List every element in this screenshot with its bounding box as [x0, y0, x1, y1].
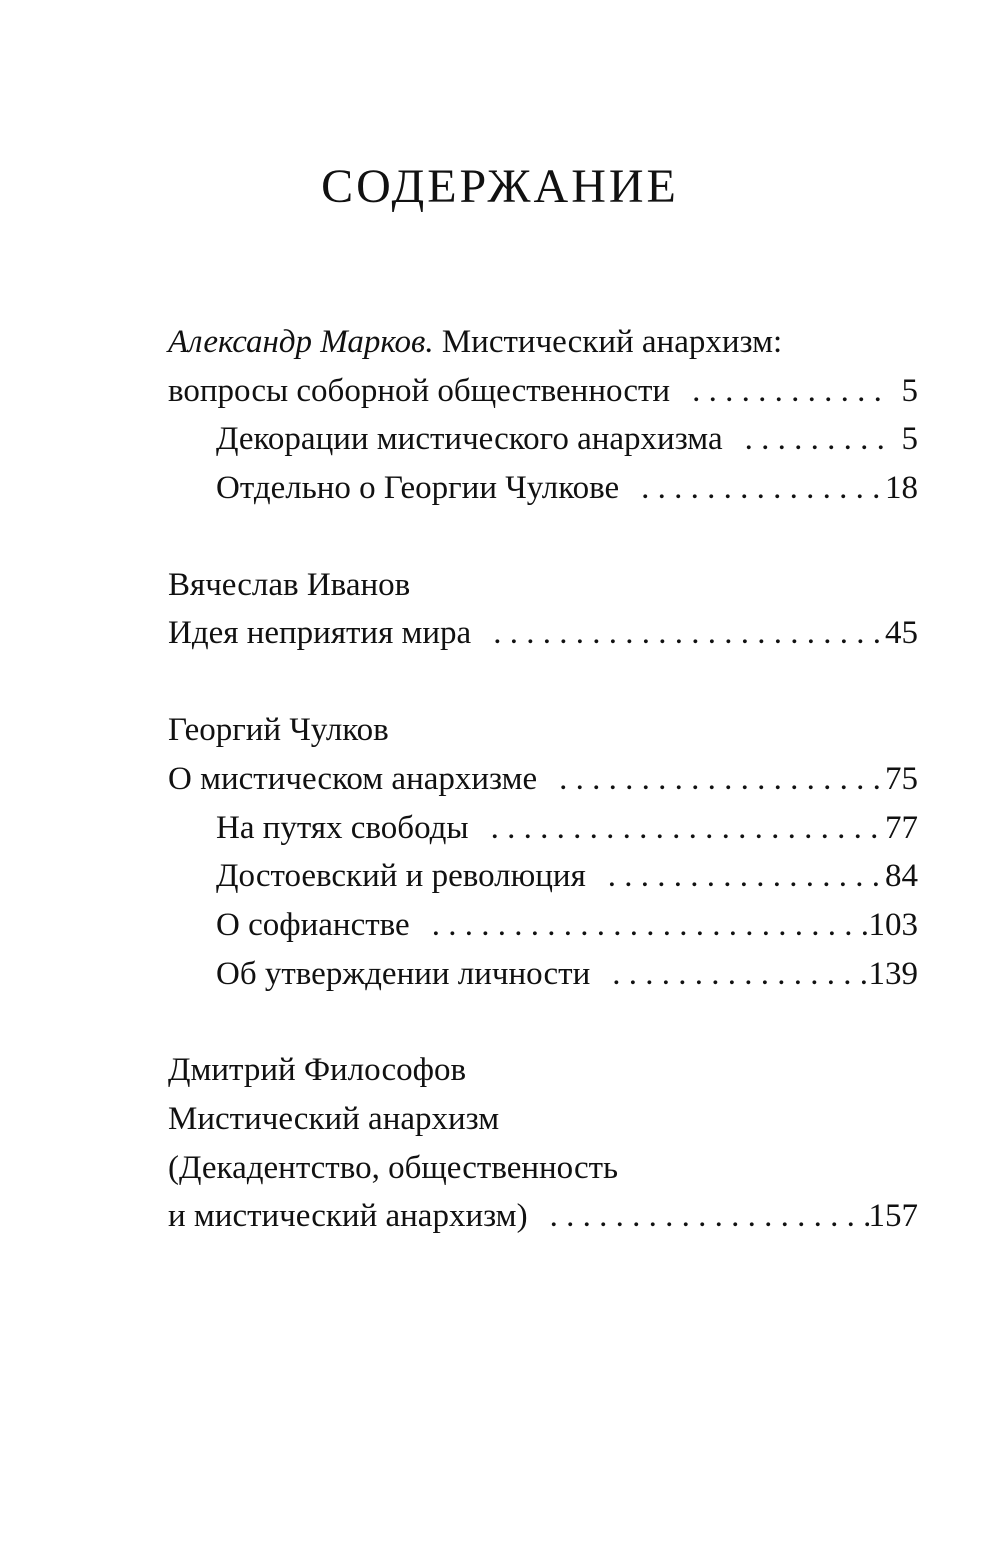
- page-number: 45: [885, 615, 918, 652]
- entry-title: Мистический анархизм: [168, 1100, 500, 1137]
- entry-title: Об утверждении личности: [216, 955, 591, 992]
- dot-leader: [528, 1192, 869, 1241]
- dot-leader: [723, 415, 886, 464]
- entry-title: Мистический анархизм:: [441, 324, 783, 360]
- toc-entry[interactable]: [168, 367, 918, 416]
- dot-leader: [670, 367, 886, 416]
- author-name: Дмитрий Философов: [168, 1052, 467, 1089]
- dot-leader: [619, 464, 885, 513]
- page-number: 18: [885, 470, 918, 507]
- dot-leader: [590, 950, 868, 999]
- page-number: 5: [901, 372, 918, 409]
- entry-title: (Декадентство, общественность: [168, 1149, 619, 1186]
- toc-entry[interactable]: [168, 1192, 918, 1241]
- entry-title: О софианстве: [216, 906, 410, 943]
- author-name: Александр Марков.: [168, 324, 434, 360]
- entry-title: Достоевский и революция: [216, 858, 586, 895]
- table-of-contents: [168, 318, 918, 1241]
- dot-leader: [469, 804, 885, 853]
- page-number: 77: [885, 809, 918, 846]
- dot-leader: [586, 852, 885, 901]
- toc-subentry[interactable]: [168, 950, 918, 999]
- entry-title: вопросы соборной общественности: [168, 372, 671, 409]
- entry-title: На путях свободы: [216, 809, 469, 846]
- page-number: 75: [885, 760, 918, 797]
- dot-leader: [471, 609, 885, 658]
- toc-entry[interactable]: [168, 755, 918, 804]
- dot-leader: [537, 755, 885, 804]
- page-number: 5: [901, 421, 918, 458]
- toc-entry[interactable]: [168, 609, 918, 658]
- entry-title: Идея неприятия мира: [168, 615, 472, 652]
- page-number: 103: [868, 906, 918, 943]
- entry-title: Отдельно о Георгии Чулкове: [216, 470, 620, 507]
- page-number: 139: [868, 955, 918, 992]
- page-number: 157: [868, 1198, 918, 1235]
- author-name: Георгий Чулков: [168, 712, 389, 749]
- entry-title: и мистический анархизм): [168, 1198, 528, 1235]
- page-number: 84: [885, 858, 918, 895]
- section-gap: [168, 513, 918, 561]
- page-title: СОДЕРЖАНИЕ: [321, 160, 679, 213]
- author-name: Вячеслав Иванов: [168, 566, 411, 603]
- toc-subentry[interactable]: [168, 901, 918, 950]
- toc-subentry[interactable]: [168, 852, 918, 901]
- entry-title: О мистическом анархизме: [168, 760, 538, 797]
- toc-entry-markov-header: [168, 318, 918, 367]
- section-gap: [168, 998, 918, 1046]
- toc-subentry[interactable]: [168, 415, 918, 464]
- section-gap: [168, 658, 918, 706]
- toc-subentry[interactable]: [168, 464, 918, 513]
- toc-subentry[interactable]: [168, 804, 918, 853]
- entry-title: Декорации мистического анархизма: [216, 421, 723, 458]
- dot-leader: [410, 901, 869, 950]
